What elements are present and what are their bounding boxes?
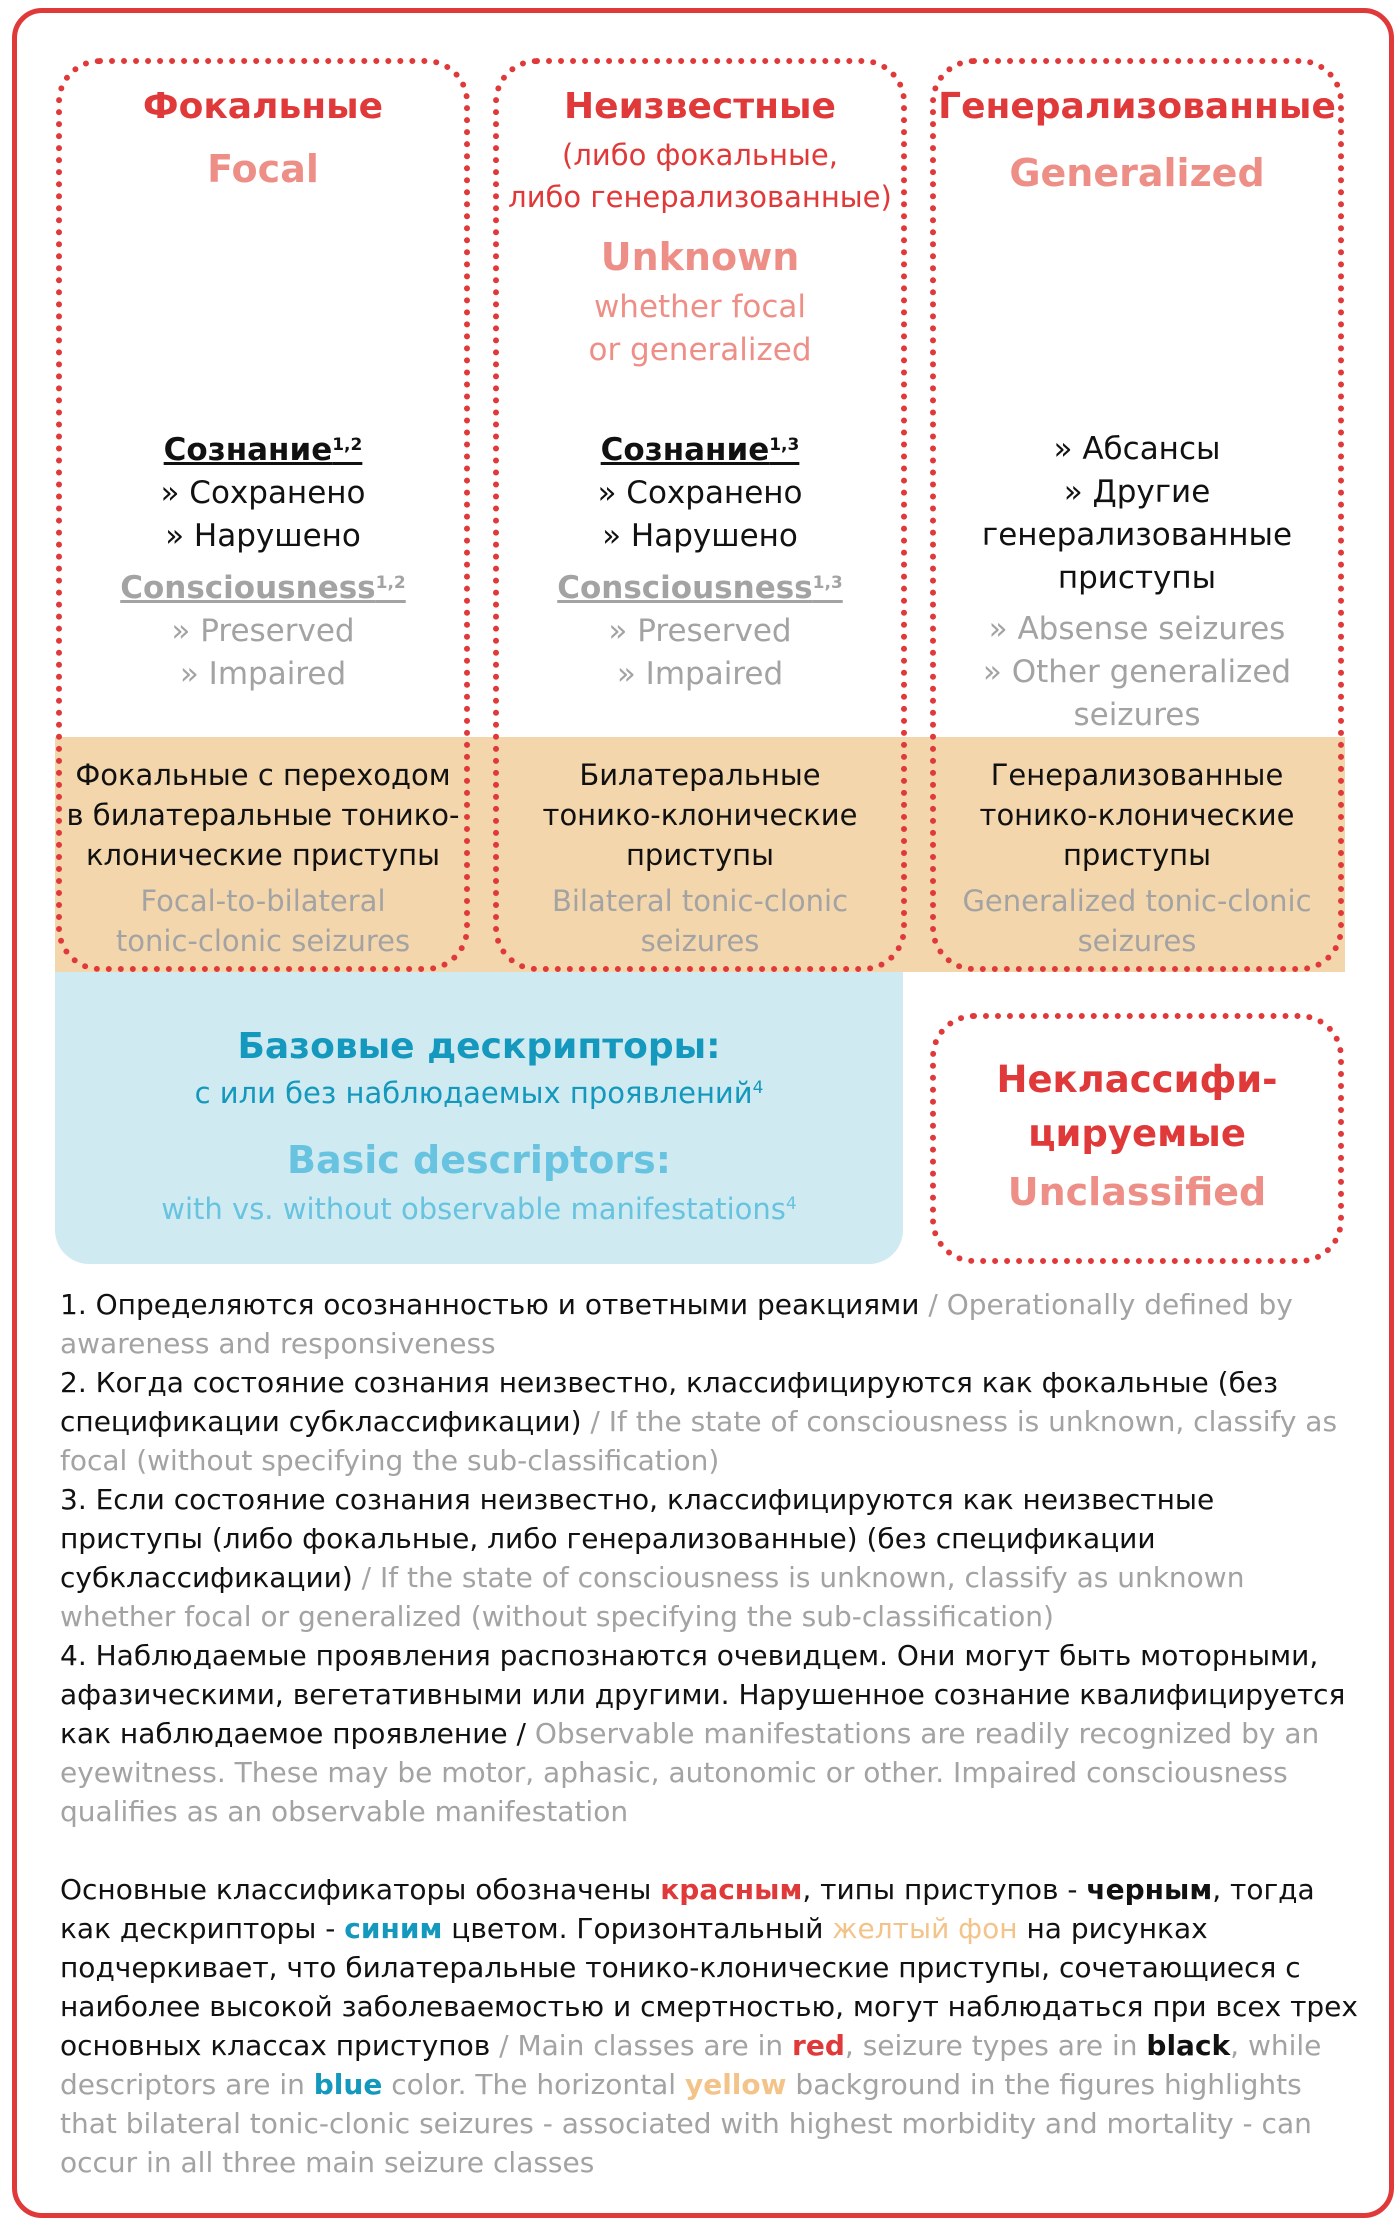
basic-subtitle-en: with vs. without observable manifestations$^4$ [161,1192,797,1226]
band-line-ru: Билатеральные [579,758,821,792]
consciousness-item-ru: » Сохранено [160,475,366,511]
class-subtitle-en: whether focal [593,289,807,325]
unclassified-ru: Неклассифи- [996,1058,1278,1101]
generalized-types [930,428,1344,737]
basic-subtitle-ru: с или без наблюдаемых проявлений$^4$ [194,1076,764,1110]
unknown-band-text [493,755,907,961]
generalized-band-text [930,755,1344,961]
focal-band-text [56,755,470,961]
consciousness-heading-en: Consciousness$^{1,3}$ [557,570,843,606]
consciousness-item-ru: » Сохранено [597,475,803,511]
band-line-ru: тонико-клонические [542,798,858,832]
band-line-en: seizures [640,924,760,958]
type-item-en: » Absense seizures [988,611,1286,647]
basic-descriptors [55,1022,903,1230]
band-line-en: seizures [1077,924,1197,958]
consciousness-item-en: » Impaired [179,656,347,692]
type-item-en: seizures [1073,697,1201,733]
consciousness-heading-ru: Сознание$^{1,2}$ [163,432,363,468]
footnote: 1. Определяются осознанностью и ответными реакциями / Operationally defined by awareness and responsiveness [60,1288,1293,1360]
consciousness-item-en: » Impaired [616,656,784,692]
class-title-ru: Неизвестные [564,86,836,127]
class-subtitle-ru: либо генерализованные) [508,180,892,214]
band-line-ru: клонические приступы [85,838,441,872]
type-item-ru: » Другие [1063,474,1211,510]
band-line-ru: приступы [1062,838,1212,872]
band-line-en: Generalized tonic-clonic [962,884,1312,918]
band-line-ru: Фокальные с переходом [75,758,451,792]
unclassified [930,1053,1344,1223]
type-item-ru: » Абсансы [1053,431,1221,467]
unclassified-en: Unclassified [1007,1170,1267,1214]
type-item-ru: приступы [1057,560,1217,596]
color-legend: Основные классификаторы обозначены красным, типы приступов - черным, тогда как дескрипторы - синим цветом. Горизонтальный желтый фон на рисунках подчеркивает, что билатеральные тонико-клонические приступы, сочетающиеся с наиболее высокой заболеваемостью и смертностью, могут наблюдаться при всех трех основных классах приступов / Main classes are in red, seizure types are in black, while descriptors are in blue color. The horizontal yellow background in the figures highlights that bilateral tonic-clonic seizures - associated with highest morbidity and mortality - can occur in all three main seizure classes [60,1873,1358,2179]
class-title-ru: Генерализованные [938,86,1336,127]
type-item-ru: генерализованные [981,517,1293,553]
band-line-ru: в билатеральные тонико- [66,798,460,832]
class-title-en: Generalized [1009,151,1265,195]
band-line-ru: тонико-клонические [979,798,1295,832]
band-line-ru: Генерализованные [990,758,1284,792]
focal-column [56,80,470,198]
footnotes [60,1285,1360,2182]
unknown-column [493,80,907,372]
class-title-en: Focal [207,147,319,191]
footnote: 2. Когда состояние сознания неизвестно, классифицируются как фокальные (без спецификации субклассификации) / If the state of consciousness is unknown, classify as focal (without specifying the sub-classification) [60,1366,1338,1477]
consciousness-heading-en: Consciousness$^{1,2}$ [120,570,406,606]
consciousness-item-ru: » Нарушено [165,518,361,554]
footnote: 3. Если состояние сознания неизвестно, классифицируются как неизвестные приступы (либо фокальные, либо генерализованные) (без спецификации субклассификации) / If the state of consciousness is unknown, classify as unknown whether focal or generalized (without specifying the sub-classification) [60,1483,1245,1633]
consciousness-item-ru: » Нарушено [602,518,798,554]
band-line-en: Bilateral tonic-clonic [551,884,849,918]
class-title-en: Unknown [600,235,800,279]
focal-consciousness [56,428,470,696]
basic-title-ru: Базовые дескрипторы: [237,1026,721,1067]
band-line-en: Focal-to-bilateral [140,884,386,918]
unclassified-ru: цируемые [1028,1112,1246,1155]
generalized-column [930,80,1344,202]
class-title-ru: Фокальные [142,86,384,127]
footnote: 4. Наблюдаемые проявления распознаются очевидцем. Они могут быть моторными, афазическими, вегетативными или другими. Нарушенное сознание квалифицируется как наблюдаемое проявление / Observable manifestations are readily recognized by an eyewitness. These may be motor, aphasic, autonomic or other. Impaired consciousness qualifies as an observable manifestation [60,1639,1346,1828]
type-item-en: » Other generalized [982,654,1292,690]
consciousness-item-en: » Preserved [608,613,792,649]
consciousness-item-en: » Preserved [171,613,355,649]
unknown-consciousness [493,428,907,696]
basic-title-en: Basic descriptors: [287,1138,671,1182]
class-subtitle-ru: (либо фокальные, [562,138,838,172]
band-line-ru: приступы [625,838,775,872]
consciousness-heading-ru: Сознание$^{1,3}$ [600,432,800,468]
class-subtitle-en: or generalized [588,332,812,368]
band-line-en: tonic-clonic seizures [115,924,411,958]
